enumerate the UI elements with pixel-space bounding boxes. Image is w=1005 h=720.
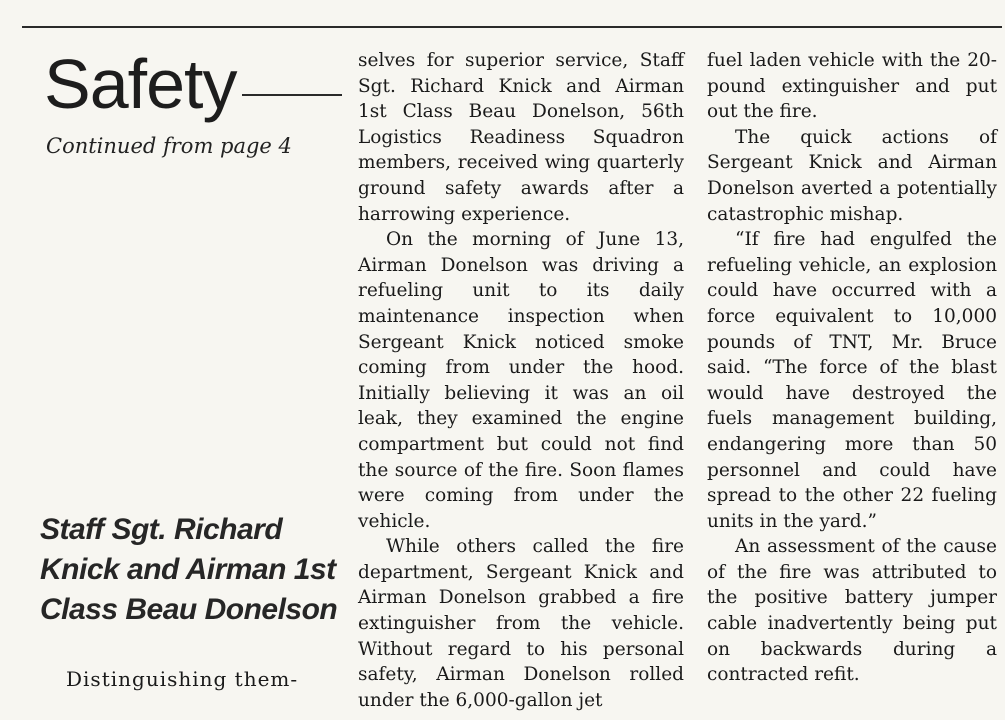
paragraph: fuel laden vehicle with the 20-pound extinguisher and put out the fire. (707, 50, 997, 123)
continued-note: Continued from page 4 (46, 134, 292, 158)
lead-paragraph: Distinguishing them- (66, 667, 299, 691)
paragraph: An assessment of the cause of the fire was attributed to the positive battery jumper cable inadvertently being put on backwards during a contracted refit. (707, 536, 997, 686)
paragraph: The quick actions of Sergeant Knick and Airman Donelson averted a potentially catastrophic mishap. (707, 126, 997, 225)
headline: Safety (44, 45, 237, 123)
subhead: Staff Sgt. Richard Knick and Airman 1st Class Beau Donelson (40, 513, 338, 626)
column-2 (358, 48, 684, 713)
paragraph: “If fire had engulfed the refueling vehicle, an explosion could have occurred with a force equivalent to 10,000 pounds of TNT, Mr. Bruce said. “The force of the blast would have destroyed the fuels management building, endangering more than 50 personnel and could have spread to the other 22 fueling units in the yard.” (707, 229, 997, 532)
headline-dash (242, 94, 342, 96)
paragraph: On the morning of June 13, Airman Donelson was driving a refueling unit to its daily maintenance inspection when Sergeant Knick noticed smoke coming from under the hood. Initially believing it was an oil leak, they examined the engine compartment but could not find the source of the fire. Soon flames were coming from under the vehicle. (358, 229, 684, 532)
column-3 (707, 48, 997, 688)
paragraph: While others called the fire department, Sergeant Knick and Airman Donelson grabbed a fire extinguisher from the vehicle. Without regard to his personal safety, Airman Donelson rolled under the 6,000-gallon jet (358, 536, 684, 711)
paragraph: selves for superior service, Staff Sgt. Richard Knick and Airman 1st Class Beau Donelson, 56th Logistics Readiness Squadron members, received wing quarterly ground safety awards after a harrowing experience. (358, 50, 684, 225)
column-1 (66, 667, 336, 693)
top-rule (22, 26, 1002, 28)
